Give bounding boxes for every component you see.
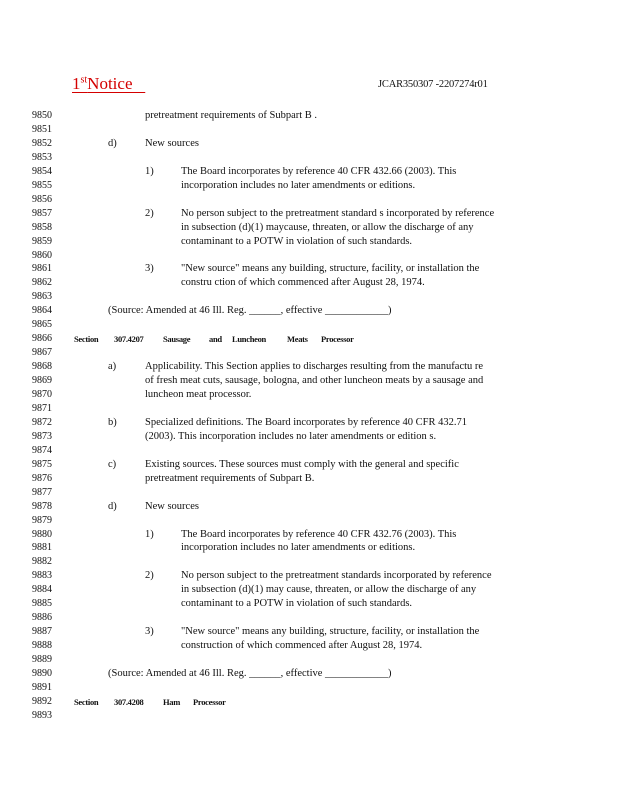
line-text: b) bbox=[108, 416, 117, 428]
line-number: 9867 bbox=[32, 347, 52, 359]
line-number: 9857 bbox=[32, 207, 52, 219]
line-text: incorporation includes no later amendments or editions. bbox=[181, 179, 416, 191]
line-number: 9870 bbox=[32, 389, 52, 400]
line-text: (Source: Amended at 46 Ill. Reg. ______, effective ____________) bbox=[108, 668, 392, 679]
line-text: New sources bbox=[145, 137, 199, 149]
line-text: in subsection (d)(1) maycause, threaten, or allow the discharge of any bbox=[181, 221, 474, 233]
line-number: 9880 bbox=[32, 528, 52, 540]
line-text: contaminant to a POTW in violation of such standards. bbox=[181, 235, 413, 247]
line-number: 9881 bbox=[32, 542, 52, 554]
section-heading-text: and bbox=[209, 334, 222, 345]
line-number: 9865 bbox=[32, 319, 52, 331]
line-number: 9869 bbox=[32, 375, 52, 387]
section-heading-text: Processor bbox=[321, 334, 354, 345]
line-number: 9882 bbox=[32, 556, 52, 568]
line-text: pretreatment requirements of Subpart B. bbox=[145, 472, 315, 484]
line-number: 9873 bbox=[32, 430, 52, 442]
line-number: 9892 bbox=[32, 695, 52, 707]
notice-heading bbox=[72, 74, 145, 94]
notice-ordinal-suffix: st bbox=[80, 74, 88, 86]
section-heading-text: Processor bbox=[193, 696, 226, 707]
line-number: 9893 bbox=[32, 709, 52, 721]
line-number: 9891 bbox=[32, 681, 52, 693]
line-number: 9859 bbox=[32, 235, 52, 247]
line-number: 9890 bbox=[32, 668, 52, 679]
line-text: pretreatment requirements of Subpart B . bbox=[145, 110, 318, 121]
line-text: Applicability. This Section applies to discharges resulting from the manufactu re bbox=[145, 361, 484, 373]
line-text: Specialized definitions. The Board incorporates by reference 40 CFR 432.71 bbox=[145, 416, 468, 428]
line-text: 3) bbox=[145, 626, 154, 638]
line-text: "New source" means any building, structure, facility, or installation the bbox=[181, 263, 480, 275]
line-number: 9871 bbox=[32, 402, 52, 414]
line-number: 9888 bbox=[32, 640, 52, 652]
line-text: 2) bbox=[145, 207, 154, 219]
line-number: 9862 bbox=[32, 277, 52, 289]
notice-word: Notice bbox=[87, 74, 146, 93]
line-number: 9853 bbox=[32, 151, 52, 163]
document-id: JCAR350307 -2207274r01 bbox=[378, 79, 488, 90]
line-number: 9858 bbox=[32, 221, 52, 233]
line-text: (Source: Amended at 46 Ill. Reg. ______, effective ____________) bbox=[108, 305, 392, 317]
line-text: in subsection (d)(1) may cause, threaten, or allow the discharge of any bbox=[181, 584, 477, 596]
notice-number: 1 bbox=[72, 74, 81, 93]
line-text: d) bbox=[108, 500, 117, 512]
line-number: 9876 bbox=[32, 472, 52, 484]
section-heading-text: Section bbox=[74, 696, 99, 707]
line-number: 9864 bbox=[32, 305, 52, 317]
line-text: 1) bbox=[145, 165, 154, 177]
line-number: 9854 bbox=[32, 165, 52, 177]
section-heading-text: Luncheon bbox=[232, 334, 266, 345]
line-number: 9861 bbox=[32, 263, 52, 275]
line-text: New sources bbox=[145, 500, 199, 512]
line-text: 1) bbox=[145, 528, 154, 540]
line-text: c) bbox=[108, 458, 117, 470]
line-number: 9863 bbox=[32, 291, 52, 303]
line-number: 9889 bbox=[32, 654, 52, 666]
line-number: 9851 bbox=[32, 123, 52, 135]
line-text: The Board incorporates by reference 40 CFR 432.66 (2003). This bbox=[181, 165, 457, 177]
line-text: luncheon meat processor. bbox=[145, 389, 252, 400]
line-number: 9868 bbox=[32, 361, 52, 373]
line-number: 9860 bbox=[32, 249, 52, 261]
line-number: 9855 bbox=[32, 179, 52, 191]
line-text: The Board incorporates by reference 40 CFR 432.76 (2003). This bbox=[181, 528, 457, 540]
line-number: 9884 bbox=[32, 584, 52, 596]
line-number: 9852 bbox=[32, 137, 52, 149]
line-text: contaminant to a POTW in violation of such standards. bbox=[181, 598, 413, 610]
line-number: 9856 bbox=[32, 193, 52, 205]
line-number: 9887 bbox=[32, 626, 52, 638]
line-text: incorporation includes no later amendments or editions. bbox=[181, 542, 416, 554]
line-number: 9878 bbox=[32, 500, 52, 512]
line-text: constru ction of which commenced after August 28, 1974. bbox=[181, 277, 425, 289]
line-text: of fresh meat cuts, sausage, bologna, and other luncheon meats by a sausage and bbox=[145, 375, 484, 387]
line-number: 9874 bbox=[32, 444, 52, 456]
line-number: 9877 bbox=[32, 486, 52, 498]
line-text: (2003). This incorporation includes no later amendments or edition s. bbox=[145, 430, 437, 442]
line-text: No person subject to the pretreatment standards incorporated by reference bbox=[181, 570, 492, 582]
line-text: 2) bbox=[145, 570, 154, 582]
section-heading-text: 307.4207 bbox=[114, 334, 144, 345]
section-heading-text: Ham bbox=[163, 696, 181, 707]
line-text: No person subject to the pretreatment standard s incorporated by reference bbox=[181, 207, 495, 219]
section-heading-text: Sausage bbox=[163, 334, 191, 345]
line-text: a) bbox=[108, 361, 117, 373]
line-number: 9886 bbox=[32, 612, 52, 624]
line-number: 9885 bbox=[32, 598, 52, 610]
line-number: 9850 bbox=[32, 110, 52, 121]
line-text: 3) bbox=[145, 263, 154, 275]
line-number: 9872 bbox=[32, 416, 52, 428]
line-number: 9883 bbox=[32, 570, 52, 582]
section-heading-text: Section bbox=[74, 334, 99, 345]
line-text: construction of which commenced after August 28, 1974. bbox=[181, 640, 423, 652]
section-heading-text: 307.4208 bbox=[114, 696, 144, 707]
line-text: d) bbox=[108, 137, 117, 149]
line-number: 9866 bbox=[32, 333, 52, 345]
line-number: 9875 bbox=[32, 458, 52, 470]
section-heading-text: Meats bbox=[287, 334, 308, 345]
line-text: Existing sources. These sources must comply with the general and specific bbox=[145, 458, 459, 470]
line-number: 9879 bbox=[32, 514, 52, 526]
line-text: "New source" means any building, structure, facility, or installation the bbox=[181, 626, 480, 638]
